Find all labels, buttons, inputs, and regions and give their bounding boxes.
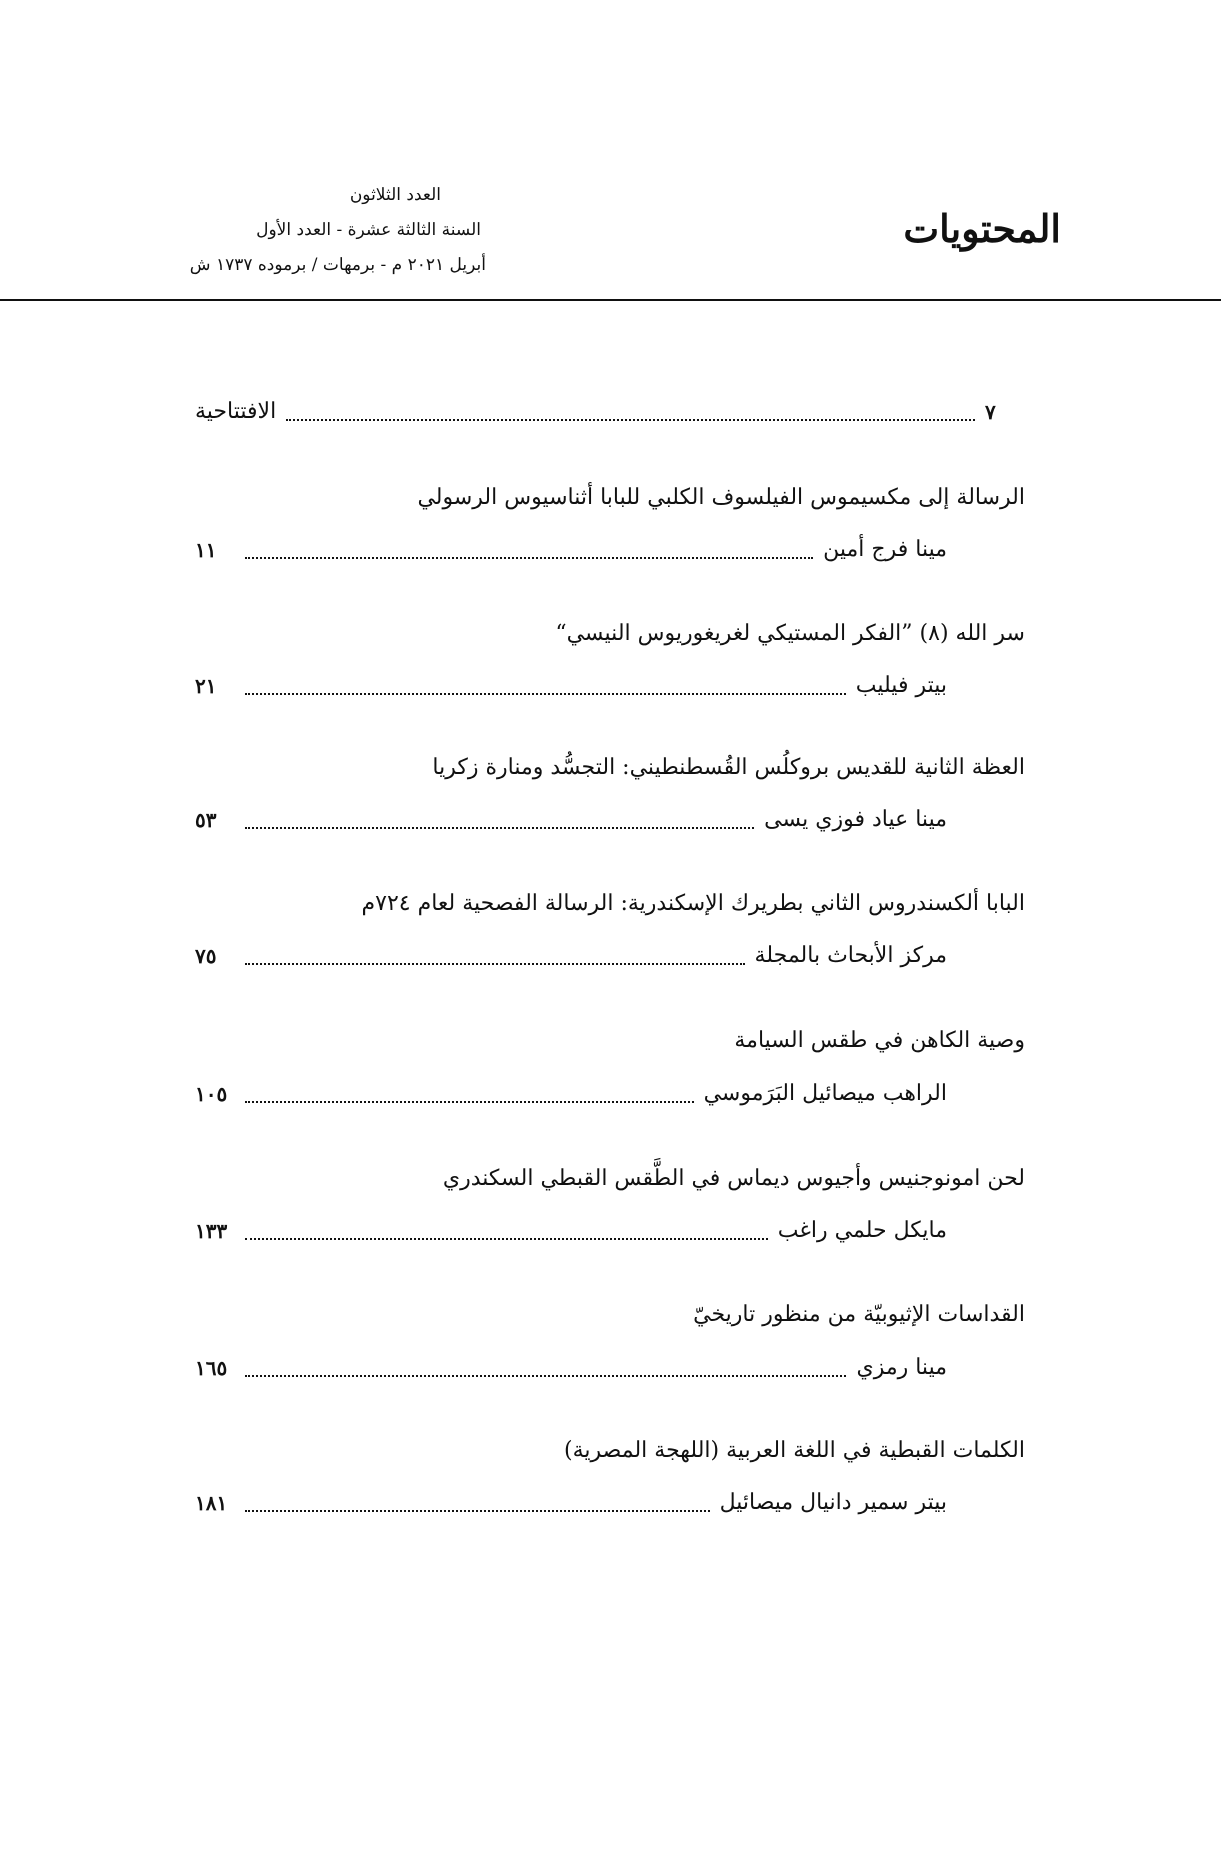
toc-entry-title: العظة الثانية للقديس بروكلُس القُسطنطيني: التجسُّد ومنارة زكريا	[432, 755, 1025, 780]
dot-leader	[245, 1510, 710, 1512]
toc-entry-author: مينا فرج أمين	[823, 537, 947, 562]
toc-entry-author: مينا رمزي	[856, 1355, 947, 1380]
dot-leader	[245, 1101, 694, 1103]
toc-page-number: ٧	[985, 400, 996, 424]
toc-entry-author: الراهب ميصائيل البَرَموسي	[703, 1081, 947, 1106]
toc-page-number: ١٠٥	[195, 1082, 228, 1106]
toc-entry-author: بيتر سمير دانيال ميصائيل	[719, 1490, 947, 1515]
toc-author-line	[195, 1211, 947, 1251]
toc-line	[195, 392, 1025, 432]
toc-entry-title: الكلمات القبطية في اللغة العربية (اللهجة المصرية)	[564, 1438, 1025, 1463]
dot-leader	[245, 557, 813, 559]
toc-page-number: ٧٥	[195, 944, 217, 968]
page-title: المحتويات	[903, 206, 1061, 251]
issue-date: أبريل ٢٠٢١ م - برمهات / برموده ١٧٣٧ ش	[189, 255, 486, 275]
issue-year: السنة الثالثة عشرة - العدد الأول	[256, 220, 481, 240]
toc-entry-title: لحن امونوجنيس وأجيوس ديماس في الطَّقس القبطي السكندري	[442, 1166, 1025, 1191]
toc-page-number: ١٣٣	[195, 1219, 228, 1243]
dot-leader	[245, 693, 846, 695]
toc-page-number: ٥٣	[195, 808, 217, 832]
toc-author-line	[195, 800, 947, 840]
toc-author-line	[195, 530, 947, 570]
dot-leader	[245, 827, 754, 829]
toc-entry-title: الافتتاحية	[195, 399, 277, 424]
toc-page-number: ١٦٥	[195, 1356, 228, 1380]
toc-entry-title: الرسالة إلى مكسيموس الفيلسوف الكلبي للبابا أثناسيوس الرسولي	[417, 485, 1025, 510]
dot-leader	[245, 1238, 768, 1240]
dot-leader	[286, 419, 975, 421]
toc-entry-author: مينا عياد فوزي يسى	[764, 807, 947, 832]
page-header	[0, 0, 1221, 302]
toc-entry-author: بيتر فيليب	[855, 673, 947, 698]
toc-entry-title: القداسات الإثيوبيّة من منظور تاريخيّ	[693, 1302, 1025, 1327]
toc-page-number: ١٨١	[195, 1491, 228, 1515]
toc-author-line	[195, 1483, 947, 1523]
toc-author-line	[195, 1348, 947, 1388]
toc-author-line	[195, 1074, 947, 1114]
toc-entry-author: مركز الأبحاث بالمجلة	[754, 943, 947, 968]
dot-leader	[245, 1375, 846, 1377]
toc-page-number: ٢١	[195, 674, 217, 698]
toc-entry-title: وصية الكاهن في طقس السيامة	[734, 1028, 1025, 1053]
toc-entry-title: البابا ألكسندروس الثاني بطريرك الإسكندرية: الرسالة الفصحية لعام ٧٢٤م	[361, 891, 1025, 916]
toc-author-line	[195, 936, 947, 976]
toc-entry-author: مايكل حلمي راغب	[777, 1218, 947, 1243]
header-divider	[0, 299, 1221, 301]
toc-page-number: ١١	[195, 538, 217, 562]
toc-author-line	[195, 666, 947, 706]
toc-entry-title: سر الله (٨) ”الفكر المستيكي لغريغوريوس النيسي“	[555, 621, 1025, 646]
dot-leader	[245, 963, 745, 965]
issue-info	[190, 178, 486, 283]
issue-number: العدد الثلاثون	[349, 185, 441, 205]
